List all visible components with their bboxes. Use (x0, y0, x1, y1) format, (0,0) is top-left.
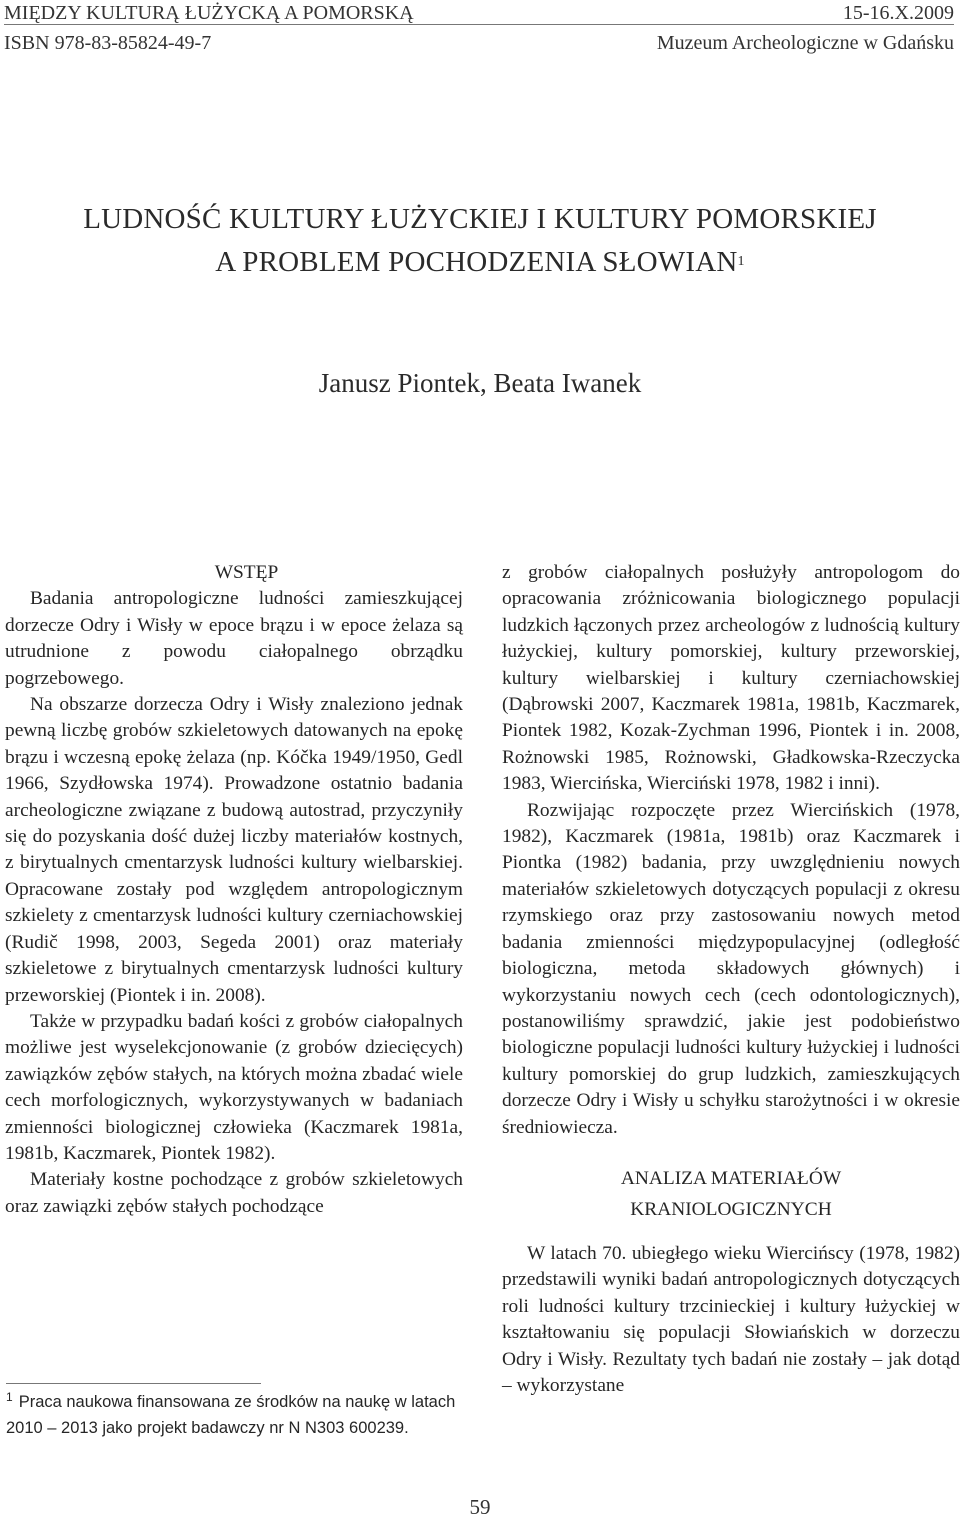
body-paragraph: Badania antropologiczne ludności zamieszkującej dorzecze Odry i Wisły w epoce brązu i w epoce żelaza są utrudnione z powodu ciałopalnego obrządku pogrzebowego. (5, 588, 463, 689)
footnote-rule (6, 1383, 261, 1384)
footnote-mark: 1 (6, 1390, 13, 1404)
article-title-line2-text: A PROBLEM POCHODZENIA SŁOWIAN (215, 246, 738, 278)
body-paragraph: Rozwijając rozpoczęte przez Wiercińskich (1978, 1982), Kaczmarek (1981a, 1981b) oraz Kaczmarek i Piontka (1982) badania, przy uwzględnieniu nowych materiałów szkieletowych dotyczących populacji z okresu rzymskiego oraz przy zastosowaniu nowych metod badania zmienności międzypopulacyjnej (odległość biologiczna, metoda składowych głównych) i wykorzystaniu nowych cech (cech odontologicznych), postanowiliśmy sprawdzić, jakie jest podobieństwo biologiczne populacji ludności kultury łużyckiej i ludności kultury pomorskiej do grup ludzkich, zamieszkujących dorzecze Odry i Wisły u schyłku starożytności i w okresie średniowiecza. (502, 799, 960, 1138)
article-title-line2 (0, 241, 960, 289)
header-rule (4, 24, 954, 25)
right-column (502, 560, 960, 1399)
header-left-line1: MIĘDZY KULTURĄ ŁUŻYCKĄ A POMORSKĄ (4, 2, 414, 24)
header-right-line1: 15-16.X.2009 (842, 2, 954, 24)
header-isbn: ISBN 978-83-85824-49-7 (4, 32, 212, 54)
body-paragraph: Także w przypadku badań kości z grobów ciałopalnych możliwe jest wyselekcjonowanie (z grobów dziecięcych) zawiązków zębów stałych, na których można zbadać wiele cech morfologicznych, wykorzystywanych w badaniach zmienności biologicznej człowieka (Kaczmarek 1981a, 1981b, Kaczmarek, Piontek 1982). (5, 1010, 463, 1164)
left-column (5, 560, 463, 1220)
section-heading-wstep: WSTĘP (214, 562, 279, 583)
footnote-text: Praca naukowa finansowana ze środków na naukę w latach 2010 – 2013 jako projekt badawczy nr N N303 600239. (6, 1393, 456, 1437)
body-paragraph: z grobów ciałopalnych posłużyły antropologom do opracowania zróżnicowania biologicznego populacji ludzkich łączonych przez archeologów z ludnością kultury łużyckiej, kultury pomorskiej, kultury przeworskiej, kultury wielbarskiej i kultury czerniachowskiej (Dąbrowski 2007, Kaczmarek 1981a, 1981b, Kaczmarek, Piontek 1982, Kozak-Zychman 1996, Piontek i in. 2008, Rożnowski 1985, Rożnowski, Gładkowska-Rzeczycka 1983, Wiercińska, Wierciński 1978, 1982 i inni). (502, 562, 960, 795)
body-paragraph: W latach 70. ubiegłego wieku Wiercińscy (1978, 1982) przedstawili wyniki badań antropologicznych dotyczących roli ludności kultury trzcinieckiej i kultury łużyckiej w kształtowaniu się populacji Słowiańskich w dorzeczu Odry i Wisły. Rezultaty tych badań nie zostały – jak dotąd – wykorzystane (502, 1242, 960, 1396)
article-title-line1: LUDNOŚĆ KULTURY ŁUŻYCKIEJ I KULTURY POMORSKIEJ (83, 203, 877, 235)
section-heading-line2: KRANIOLOGICZNYCH (630, 1198, 832, 1220)
header-publisher: Muzeum Archeologiczne w Gdańsku (656, 32, 954, 54)
section-heading-line1: ANALIZA MATERIAŁÓW (620, 1167, 842, 1189)
body-paragraph: Na obszarze dorzecza Odry i Wisły znaleziono jednak pewną liczbę grobów szkieletowych datowanych na epokę brązu i wczesną epokę żelaza (np. Kóčka 1949/1950, Gedl 1966, Szydłowska 1974). Prowadzone ostatnio badania archeologiczne związane z budową autostrad, przyczyniły się do pozyskania dość dużej liczby materiałów kostnych, z birytualnych cmentarzysk ludności kultury wielbarskiej. Opracowane zostały pod względem antropologicznym szkielety z cmentarzysk ludności kultury czerniachowskiej (Rudič 1998, 2003, Segeda 2001) oraz materiały szkieletowe z birytualnych cmentarzysk ludności kultury przeworskiej (Piontek i in. 2008). (5, 694, 463, 1006)
page-number: 59 (469, 1495, 491, 1519)
article-authors: Janusz Piontek, Beata Iwanek (318, 368, 642, 398)
body-paragraph: Materiały kostne pochodzące z grobów szkieletowych oraz zawiązki zębów stałych pochodzące (5, 1169, 463, 1217)
section-heading-analiza (502, 1163, 960, 1225)
footnote (6, 1390, 464, 1441)
title-footnote-mark: 1 (737, 254, 745, 269)
